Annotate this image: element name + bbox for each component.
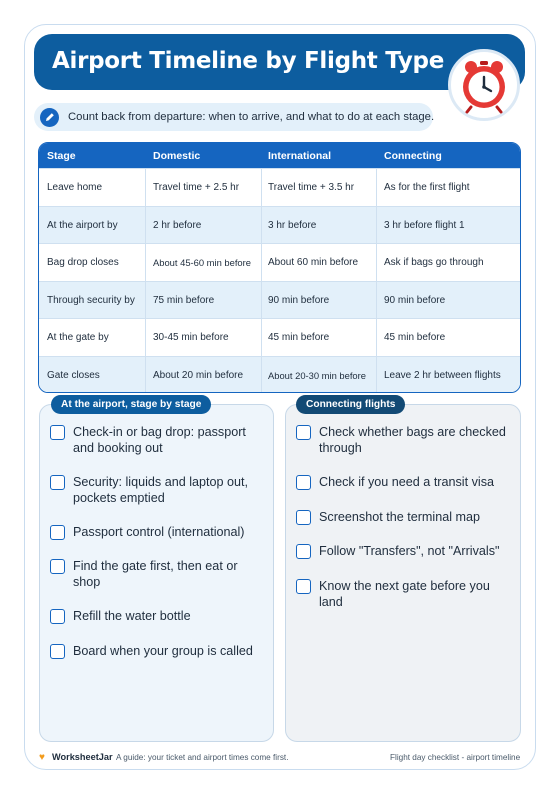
pencil-icon	[40, 108, 59, 127]
checklist-label: Know the next gate before you land	[319, 579, 490, 609]
table-header	[39, 143, 520, 168]
checkbox[interactable]	[50, 559, 65, 574]
checkbox[interactable]	[296, 510, 311, 525]
table-cell: 90 min before	[384, 294, 446, 306]
checklist-label: Board when your group is called	[73, 644, 253, 658]
table-cell: As for the first flight	[384, 182, 470, 193]
checklist-label: Check whether bags are checked through	[319, 425, 506, 455]
table-cell: About 45-60 min before	[153, 257, 251, 269]
checkbox[interactable]	[50, 475, 65, 490]
table-cell: About 20-30 min before	[268, 370, 366, 381]
table-cell: 75 min before	[153, 294, 215, 306]
table-row	[39, 168, 520, 206]
heart-icon: ♥	[39, 752, 45, 763]
column-divider	[261, 168, 262, 392]
header-cell: International	[268, 150, 332, 162]
column-divider	[145, 168, 146, 392]
connecting-flights-title: Connecting flights	[296, 395, 405, 414]
checkbox[interactable]	[50, 525, 65, 540]
checkbox[interactable]	[50, 425, 65, 440]
table-cell: Bag drop closes	[47, 257, 119, 269]
airport-stages-title: At the airport, stage by stage	[51, 395, 211, 414]
brand-name: WorksheetJar	[52, 752, 113, 762]
table-row	[39, 356, 520, 393]
table-row	[39, 318, 520, 356]
table-cell: Ask if bags go through	[384, 257, 484, 269]
header-cell: Domestic	[153, 150, 201, 162]
table-cell: Travel time + 2.5 hr	[153, 182, 240, 193]
table-cell: 30-45 min before	[153, 332, 229, 344]
table-cell: Leave home	[47, 182, 103, 193]
table-cell: Leave 2 hr between flights	[384, 370, 501, 381]
table-cell: 90 min before	[268, 294, 330, 306]
table-row	[39, 206, 520, 244]
alarm-clock-icon	[448, 49, 520, 121]
table-cell: 3 hr before flight 1	[384, 219, 465, 231]
table-cell: 45 min before	[268, 332, 330, 344]
column-divider	[376, 168, 377, 392]
checklist-label: Find the gate first, then eat or shop	[73, 559, 238, 589]
table-cell: At the airport by	[47, 219, 118, 231]
table-cell: About 20 min before	[153, 370, 244, 381]
footer-caption: Flight day checklist - airport timeline	[390, 753, 521, 762]
table-cell: Travel time + 3.5 hr	[268, 182, 355, 193]
header-cell: Connecting	[384, 150, 442, 162]
checklist-label: Screenshot the terminal map	[319, 510, 481, 524]
checkbox[interactable]	[50, 609, 65, 624]
checkbox[interactable]	[296, 475, 311, 490]
intro-text: Count back from departure: when to arrive, and what to do at each stage.	[68, 111, 435, 123]
checklist-label: Check-in or bag drop: passport and booking out	[73, 425, 246, 455]
table-cell: At the gate by	[47, 332, 109, 344]
table-cell: 2 hr before	[153, 219, 202, 231]
page-title: Airport Timeline by Flight Type	[52, 48, 445, 74]
header-cell: Stage	[47, 150, 76, 162]
timeline-table	[38, 142, 521, 393]
checklist-label: Check if you need a transit visa	[319, 475, 495, 489]
table-row	[39, 243, 520, 281]
table-cell: 45 min before	[384, 332, 446, 344]
table-cell: About 60 min before	[268, 257, 359, 269]
table-row	[39, 281, 520, 319]
checklist-label: Follow "Transfers", not "Arrivals"	[319, 544, 500, 558]
checkbox[interactable]	[296, 544, 311, 559]
footer-guide: A guide: your ticket and airport times come first.	[116, 753, 289, 762]
table-cell: Gate closes	[47, 370, 100, 381]
checkbox[interactable]	[296, 425, 311, 440]
table-cell: Through security by	[47, 294, 135, 306]
checklist-label: Passport control (international)	[73, 525, 245, 539]
checkbox[interactable]	[50, 644, 65, 659]
checklist-label: Security: liquids and laptop out, pockets emptied	[73, 475, 249, 505]
table-cell: 3 hr before	[268, 219, 317, 231]
checkbox[interactable]	[296, 579, 311, 594]
checklist-label: Refill the water bottle	[73, 609, 191, 623]
